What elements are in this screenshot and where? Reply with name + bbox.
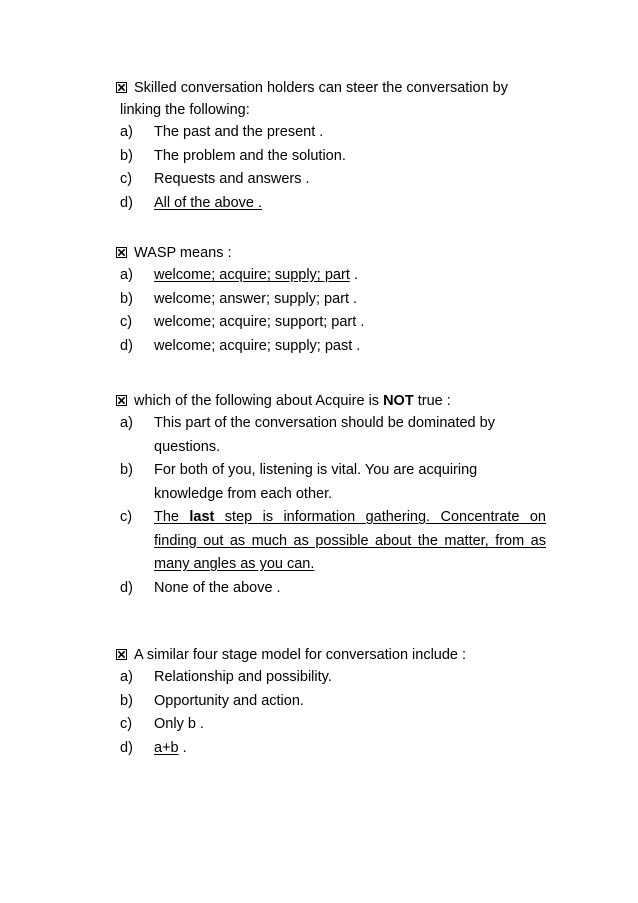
option-letter: d) — [120, 739, 133, 756]
question-4 — [116, 644, 546, 760]
question-1-stem-continued: linking the following: — [120, 102, 250, 118]
option-a — [116, 666, 546, 690]
option-c — [116, 311, 546, 335]
question-3 — [116, 390, 546, 600]
option-letter: a) — [120, 267, 133, 283]
option-letter: b) — [120, 147, 133, 164]
question-1-options — [116, 121, 546, 215]
option-text: The problem and the solution. — [154, 147, 346, 164]
option-a — [116, 412, 546, 459]
option-c — [116, 168, 546, 192]
option-text-start: The — [154, 509, 190, 525]
option-letter: c) — [120, 314, 133, 330]
question-2 — [116, 242, 546, 358]
option-text-end: step is information gathering. Concentrate on finding out as much as possible about the matter, from as many angles as you can. — [154, 509, 546, 572]
option-text: None of the above . — [154, 579, 281, 596]
option-text: welcome; acquire; support; part . — [154, 314, 365, 330]
option-letter: d) — [120, 579, 133, 596]
option-letter: a) — [120, 415, 133, 431]
option-letter: c) — [120, 171, 133, 187]
option-text-underlined: welcome; acquire; supply; part — [154, 267, 350, 283]
option-d — [116, 577, 546, 601]
option-letter: d) — [120, 337, 133, 354]
option-b — [116, 690, 546, 714]
option-d — [116, 335, 546, 359]
question-2-stem — [116, 242, 546, 264]
option-text: Opportunity and action. — [154, 692, 304, 709]
option-text: This part of the conversation should be dominated by questions. — [154, 415, 495, 455]
checked-box-icon — [116, 82, 127, 93]
question-3-stem-text: which of the following about Acquire is — [134, 393, 384, 409]
question-3-stem-text-end: true : — [413, 393, 451, 409]
option-text: Only b . — [154, 716, 204, 732]
question-1-stem-text: Skilled conversation holders can steer the conversation by — [134, 80, 508, 96]
option-text: Requests and answers . — [154, 171, 310, 187]
option-a-correct — [116, 264, 546, 288]
option-text-underlined: a+b — [154, 739, 179, 756]
question-4-stem — [116, 644, 546, 666]
option-text: welcome; answer; supply; part . — [154, 290, 358, 307]
checked-box-icon — [116, 395, 127, 406]
option-letter: d) — [120, 194, 133, 211]
question-3-stem-emphasis: NOT — [383, 393, 414, 409]
option-text-underlined — [154, 509, 546, 572]
option-text: The past and the present . — [154, 124, 324, 140]
option-letter: b) — [120, 290, 133, 307]
option-text-suffix: . — [178, 739, 187, 756]
option-a — [116, 121, 546, 145]
question-1 — [116, 77, 546, 215]
option-c-correct — [116, 506, 546, 577]
question-4-options — [116, 666, 546, 760]
option-letter: a) — [120, 669, 133, 685]
question-3-stem — [116, 390, 546, 412]
option-b — [116, 288, 546, 312]
option-letter: b) — [120, 692, 133, 709]
option-d-correct — [116, 192, 546, 216]
option-letter: c) — [120, 716, 133, 732]
question-2-options — [116, 264, 546, 358]
option-b — [116, 459, 546, 506]
option-letter: b) — [120, 462, 133, 478]
question-2-stem-text: WASP means : — [134, 245, 232, 261]
option-b — [116, 145, 546, 169]
option-text-suffix: . — [349, 267, 358, 283]
option-text-emphasis: last — [189, 509, 215, 525]
option-text-underlined: All of the above . — [154, 194, 263, 211]
option-c — [116, 713, 546, 737]
option-d-correct — [116, 737, 546, 761]
option-letter: c) — [120, 509, 133, 525]
checked-box-icon — [116, 247, 127, 258]
checked-box-icon — [116, 649, 127, 660]
option-text: welcome; acquire; supply; past . — [154, 337, 361, 354]
question-3-options — [116, 412, 546, 600]
option-text: Relationship and possibility. — [154, 669, 332, 685]
option-letter: a) — [120, 124, 133, 140]
question-4-stem-text: A similar four stage model for conversation include : — [134, 647, 467, 663]
option-text: For both of you, listening is vital. You are acquiring knowledge from each other. — [154, 462, 478, 502]
question-1-stem — [116, 77, 546, 99]
